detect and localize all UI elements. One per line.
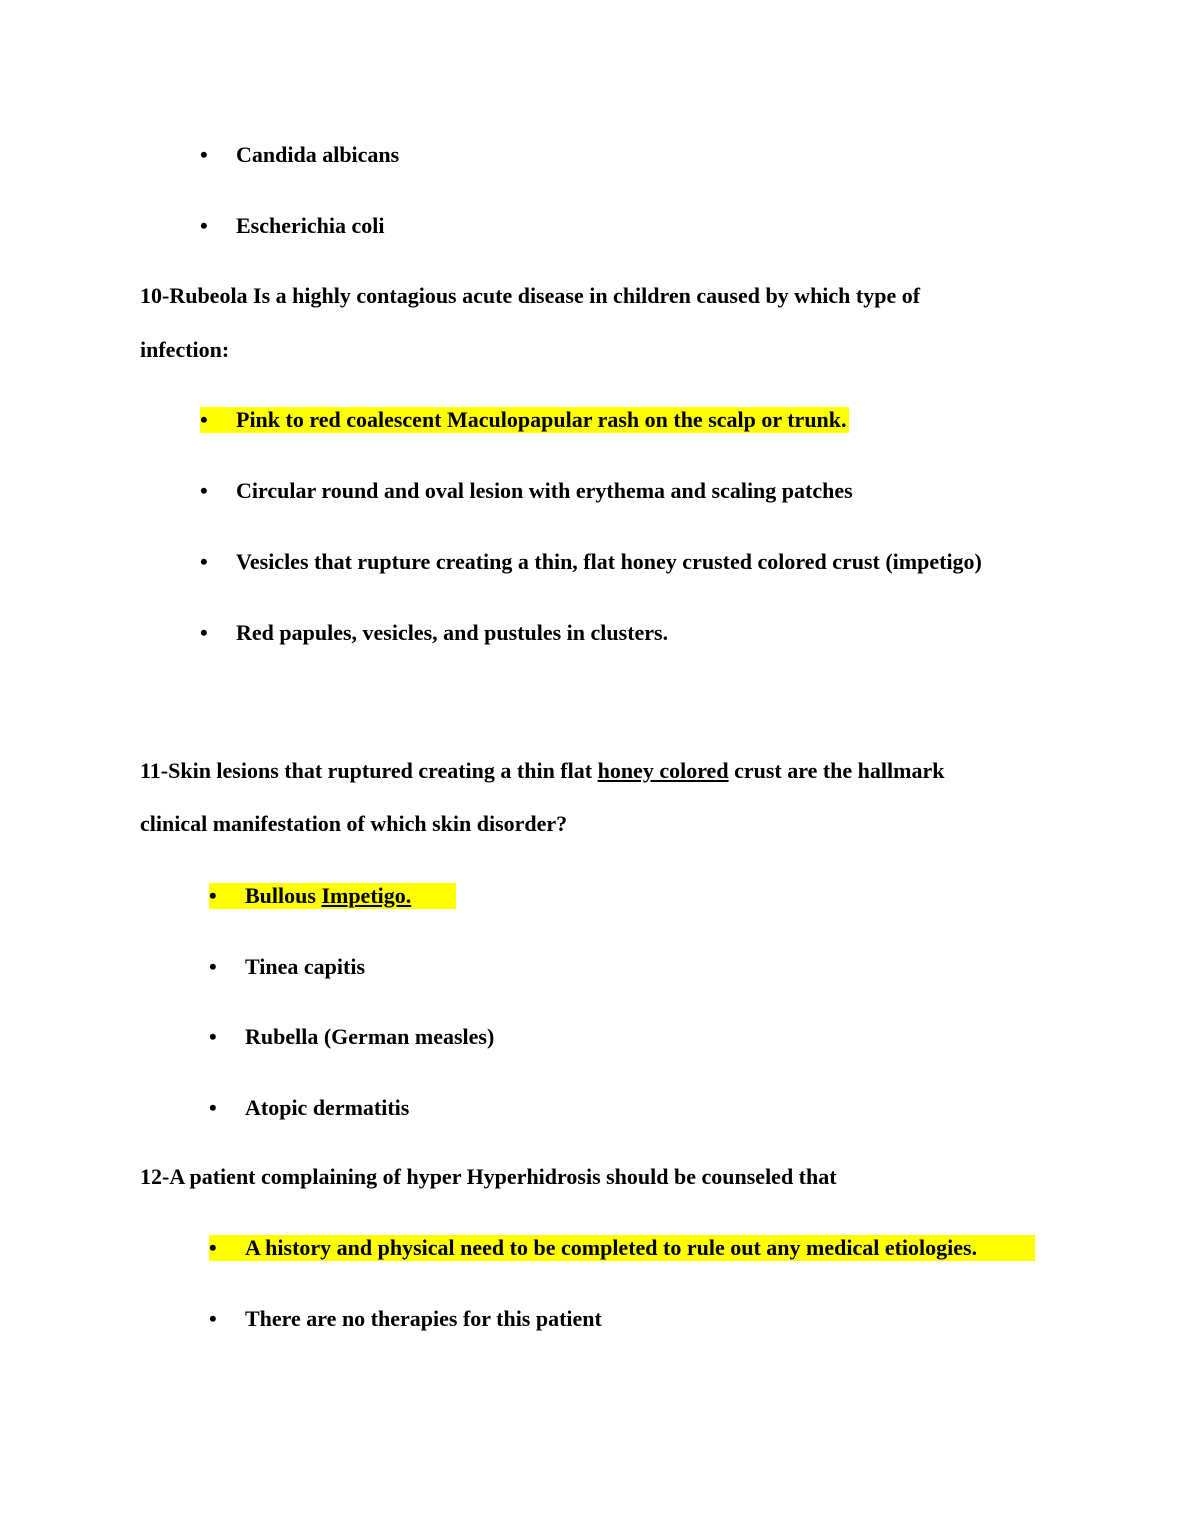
bullet-marker: • bbox=[200, 620, 208, 645]
q11-stem-post: crust are the hallmark bbox=[728, 758, 945, 783]
q12-stem: 12-A patient complaining of hyper Hyperhidrosis should be counseled that bbox=[140, 1164, 837, 1189]
q11-answer-pre: Bullous bbox=[245, 883, 322, 908]
q11-stem-pre: 11-Skin lesions that ruptured creating a thin flat bbox=[140, 758, 598, 783]
bullet-marker: • bbox=[209, 1235, 217, 1260]
q10-stem-line2: infection: bbox=[140, 337, 230, 362]
bullet-marker: • bbox=[209, 883, 217, 908]
q10-option-4: Red papules, vesicles, and pustules in clusters. bbox=[236, 620, 669, 645]
bullet-marker: • bbox=[200, 213, 208, 238]
q11-option-3: Rubella (German measles) bbox=[245, 1024, 495, 1049]
q12-option-1-highlighted bbox=[209, 1235, 1035, 1261]
bullet-marker: • bbox=[200, 142, 208, 167]
q10-option-1-highlighted bbox=[200, 407, 849, 433]
bullet-marker: • bbox=[200, 407, 208, 432]
q10-option-3: Vesicles that rupture creating a thin, flat honey crusted colored crust (impetigo) bbox=[236, 549, 982, 574]
q11-stem-line2: clinical manifestation of which skin disorder? bbox=[140, 811, 568, 836]
bullet-marker: • bbox=[209, 1095, 217, 1120]
q11-option-4: Atopic dermatitis bbox=[245, 1095, 410, 1120]
bullet-marker: • bbox=[209, 1024, 217, 1049]
q10-option-1-text: Pink to red coalescent Maculopapular rash on the scalp or trunk. bbox=[236, 407, 847, 432]
q10-stem-line1: 10-Rubeola Is a highly contagious acute disease in children caused by which type of bbox=[140, 283, 921, 308]
q11-answer-underlined: Impetigo. bbox=[321, 883, 412, 908]
q9-option-2: Escherichia coli bbox=[236, 213, 385, 238]
bullet-marker: • bbox=[200, 478, 208, 503]
bullet-marker: • bbox=[209, 1306, 217, 1331]
q12-option-1-text: A history and physical need to be completed to rule out any medical etiologies. bbox=[245, 1235, 978, 1260]
q11-option-2: Tinea capitis bbox=[245, 954, 366, 979]
q9-option-1: Candida albicans bbox=[236, 142, 400, 167]
q12-option-2: There are no therapies for this patient bbox=[245, 1306, 602, 1331]
bullet-marker: • bbox=[200, 549, 208, 574]
q11-stem-underlined: honey colored bbox=[597, 758, 729, 783]
q11-answer-highlighted bbox=[209, 883, 456, 909]
q11-stem-line1 bbox=[140, 758, 944, 784]
bullet-marker: • bbox=[209, 954, 217, 979]
q10-option-2: Circular round and oval lesion with erythema and scaling patches bbox=[236, 478, 853, 503]
